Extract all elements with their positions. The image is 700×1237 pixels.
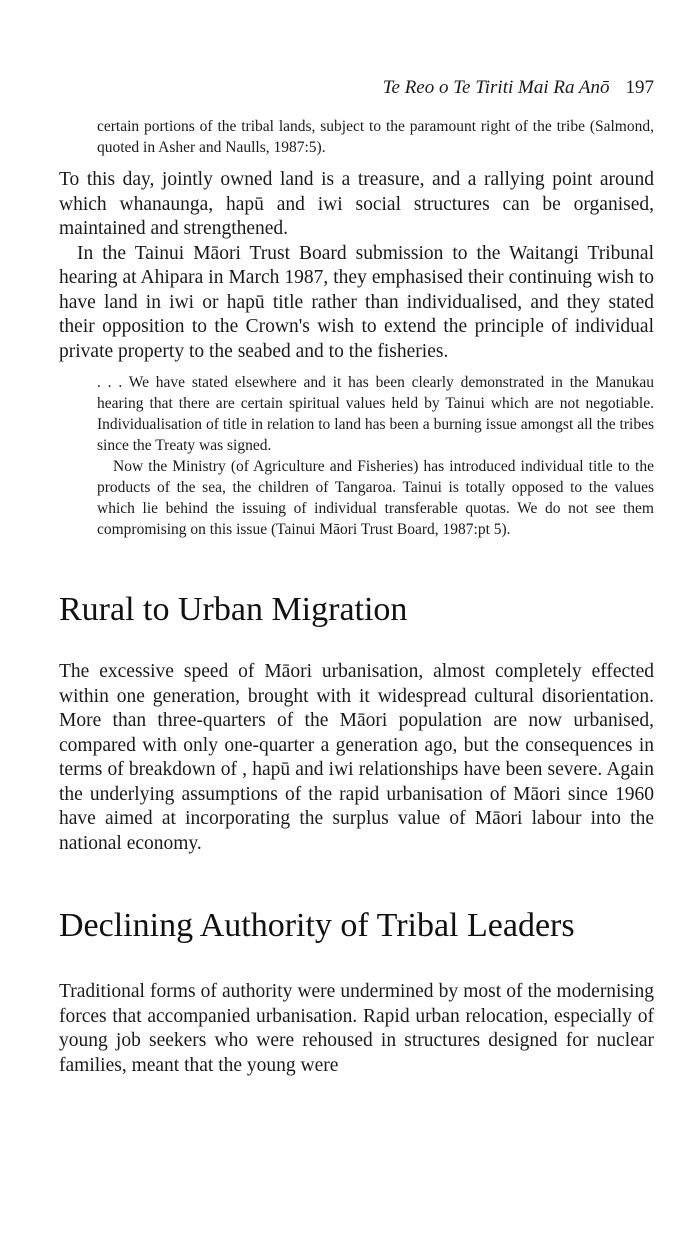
paragraph: In the Tainui Māori Trust Board submission to the Waitangi Tribunal hearing at Ahipara in March 1987, they emphasised their continuing wish to have land in iwi or hapū title rather than individualised, and they stated their opposition to the Crown's wish to extend the principle of individual private property to the seabed and to the fisheries. xyxy=(59,242,654,362)
section-heading: Rural to Urban Migration xyxy=(59,591,408,628)
paragraph: To this day, jointly owned land is a treasure, and a rallying point around which whanaunga, hapū and iwi social structures can be organised, maintained and strengthened. xyxy=(59,169,654,239)
running-head xyxy=(59,76,654,100)
body-section-migration xyxy=(59,660,654,856)
section-heading: Declining Authority of Tribal Leaders xyxy=(59,907,575,944)
body-section-land xyxy=(59,168,654,364)
page-number: 197 xyxy=(625,77,654,98)
body-section-authority xyxy=(59,980,654,1078)
paragraph: The excessive speed of Māori urbanisation, almost completely effected within one generation, brought with it widespread cultural disorientation. More than three-quarters of the Māori population are now urbanised, compared with only one-quarter a generation ago, but the consequences in terms of breakdown of , hapū and iwi relationships have been severe. Again the underlying assumptions of the rapid urbanisation of Māori since 1960 have aimed at incorporating the surplus value of Māori labour into the national economy. xyxy=(59,661,654,854)
block-quote-salmond xyxy=(97,116,654,158)
paragraph: Traditional forms of authority were undermined by most of the modernising forces that accompanied urbanisation. Rapid urban relocation, especially of young job seekers who were rehoused in structures designed for nuclear families, meant that the young were xyxy=(59,981,654,1076)
running-head-title: Te Reo o Te Tiriti Mai Ra Anō xyxy=(382,77,610,98)
quote-paragraph: Now the Ministry (of Agriculture and Fisheries) has introduced individual title to the products of the sea, the children of Tangaroa. Tainui is totally opposed to the values which lie behind the issuing of individual transferable quotas. We do not see them compromising on this issue (Tainui Māori Trust Board, 1987:pt 5). xyxy=(97,458,654,538)
book-page xyxy=(59,76,654,1078)
quote-paragraph: . . . We have stated elsewhere and it has been clearly demonstrated in the Manukau hearing that there are certain spiritual values held by Tainui which are not negotiable. Individualisation of title in relation to land has been a burning issue amongst all the tribes since the Treaty was signed. xyxy=(97,374,654,454)
quote-text: certain portions of the tribal lands, subject to the paramount right of the tribe (Salmond, quoted in Asher and Naulls, 1987:5). xyxy=(97,118,654,156)
block-quote-tainui xyxy=(97,372,654,540)
